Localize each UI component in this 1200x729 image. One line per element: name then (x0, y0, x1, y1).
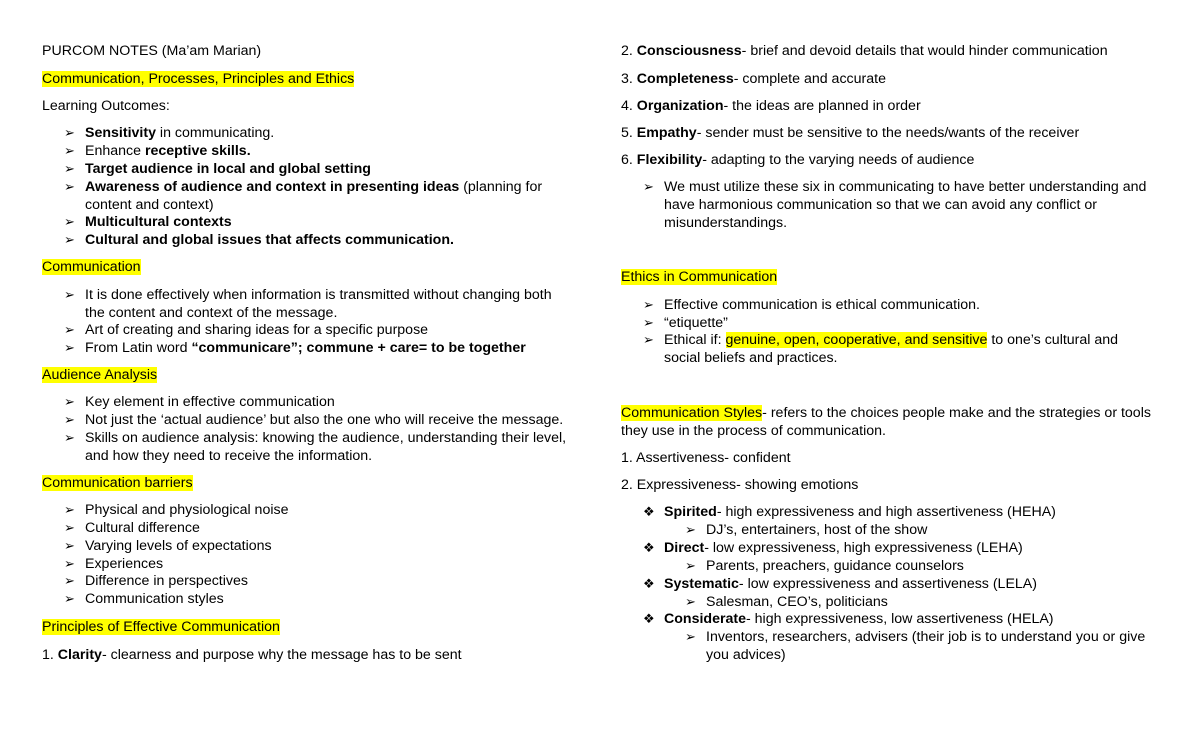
list-item-text: Communication styles (85, 591, 224, 607)
list-item-text: Key element in effective communication (85, 394, 335, 410)
list-item-text: Varying levels of expectations (85, 538, 272, 554)
list-item-text: Sensitivity in communicating. (85, 125, 275, 141)
list-item-text: Enhance receptive skills. (85, 143, 251, 159)
arrow-bullet-icon: ➢ (64, 591, 75, 606)
doc-title: PURCOM NOTES (Ma’am Marian) (42, 43, 262, 59)
arrow-bullet-icon: ➢ (64, 556, 75, 571)
style-item: Direct- low expressiveness, high expressiveness (LEHA) (664, 540, 1023, 556)
principle-item: 6. Flexibility- adapting to the varying needs of audience (621, 152, 975, 168)
arrow-bullet-icon: ➢ (64, 322, 75, 337)
list-item-text: Physical and physiological noise (85, 502, 289, 518)
list-item-text: “etiquette” (664, 315, 728, 331)
arrow-bullet-icon: ➢ (64, 287, 75, 302)
arrow-bullet-icon: ➢ (64, 232, 75, 247)
list-item-text: Cultural difference (85, 520, 200, 536)
list-item-text: Cultural and global issues that affects communication. (85, 232, 454, 248)
list-item-text: Difference in perspectives (85, 573, 248, 589)
list-item-text: Skills on audience analysis: knowing the audience, understanding their level, (85, 430, 567, 446)
arrow-bullet-icon: ➢ (64, 214, 75, 229)
style-sub-item: Inventors, researchers, advisers (their job is to understand you or give (706, 629, 1146, 645)
list-item-text-cont: social beliefs and practices. (664, 350, 838, 366)
diamond-bullet-icon: ❖ (643, 576, 655, 591)
arrow-bullet-icon: ➢ (64, 573, 75, 588)
arrow-bullet-icon: ➢ (685, 594, 696, 609)
list-item-text: Awareness of audience and context in presenting ideas (planning for (85, 179, 543, 195)
arrow-bullet-icon: ➢ (64, 538, 75, 553)
style-item: Spirited- high expressiveness and high assertiveness (HEHA) (664, 504, 1056, 520)
list-item-text-cont: and how they need to receive the information. (85, 448, 373, 464)
style-dimension: 2. Expressiveness- showing emotions (621, 477, 859, 493)
arrow-bullet-icon: ➢ (64, 161, 75, 176)
list-item-text: Ethical if: genuine, open, cooperative, and sensitive to one’s cultural and (664, 332, 1119, 348)
style-dimension: 1. Assertiveness- confident (621, 450, 791, 466)
arrow-bullet-icon: ➢ (685, 522, 696, 537)
styles-intro: Communication Styles- refers to the choices people make and the strategies or tools (621, 405, 1151, 421)
style-item: Considerate- high expressiveness, low assertiveness (HELA) (664, 611, 1054, 627)
principle-item: 4. Organization- the ideas are planned in order (621, 98, 921, 114)
highlighted-text: genuine, open, cooperative, and sensitive (725, 332, 988, 348)
list-item-text: Experiences (85, 556, 164, 572)
arrow-bullet-icon: ➢ (64, 143, 75, 158)
list-item-text-cont: the content and context of the message. (85, 305, 338, 321)
list-item-text: From Latin word “communicare”; commune + care= to be together (85, 340, 526, 356)
arrow-bullet-icon: ➢ (64, 340, 75, 355)
arrow-bullet-icon: ➢ (643, 297, 654, 312)
heading-principles: Principles of Effective Communication (42, 619, 280, 635)
principle-item: 3. Completeness- complete and accurate (621, 71, 886, 87)
styles-intro-cont: they use in the process of communication. (621, 423, 886, 439)
list-item-text: Not just the ‘actual audience’ but also the one who will receive the message. (85, 412, 564, 428)
style-sub-item: Parents, preachers, guidance counselors (706, 558, 964, 574)
arrow-bullet-icon: ➢ (643, 179, 654, 194)
style-sub-item: DJ’s, entertainers, host of the show (706, 522, 928, 538)
principle-item: 2. Consciousness- brief and devoid details that would hinder communication (621, 43, 1108, 59)
diamond-bullet-icon: ❖ (643, 504, 655, 519)
list-item-text: We must utilize these six in communicating to have better understanding and (664, 179, 1147, 195)
arrow-bullet-icon: ➢ (685, 558, 696, 573)
diamond-bullet-icon: ❖ (643, 611, 655, 626)
heading-audience-analysis: Audience Analysis (42, 367, 158, 383)
learning-outcomes-label: Learning Outcomes: (42, 98, 170, 114)
heading-main: Communication, Processes, Principles and Ethics (42, 71, 355, 87)
arrow-bullet-icon: ➢ (64, 394, 75, 409)
arrow-bullet-icon: ➢ (64, 430, 75, 445)
heading-ethics: Ethics in Communication (621, 269, 778, 285)
style-item: Systematic- low expressiveness and assertiveness (LELA) (664, 576, 1037, 592)
list-item-text: Multicultural contexts (85, 214, 232, 230)
style-sub-item-cont: you advices) (706, 647, 786, 663)
list-item-text: Target audience in local and global setting (85, 161, 371, 177)
arrow-bullet-icon: ➢ (643, 332, 654, 347)
arrow-bullet-icon: ➢ (685, 629, 696, 644)
list-item-text: It is done effectively when information is transmitted without changing both (85, 287, 552, 303)
heading-communication: Communication (42, 259, 141, 275)
arrow-bullet-icon: ➢ (64, 125, 75, 140)
arrow-bullet-icon: ➢ (64, 520, 75, 535)
arrow-bullet-icon: ➢ (64, 502, 75, 517)
heading-communication-barriers: Communication barriers (42, 475, 193, 491)
list-item-text-cont: content and context) (85, 197, 214, 213)
principle-item: 5. Empathy- sender must be sensitive to the needs/wants of the receiver (621, 125, 1080, 141)
style-sub-item: Salesman, CEO’s, politicians (706, 594, 888, 610)
list-item-text-cont: have harmonious communication so that we can avoid any conflict or (664, 197, 1097, 213)
principle-item: 1. Clarity- clearness and purpose why the message has to be sent (42, 647, 462, 663)
diamond-bullet-icon: ❖ (643, 540, 655, 555)
list-item-text-cont: misunderstandings. (664, 215, 788, 231)
list-item-text: Art of creating and sharing ideas for a specific purpose (85, 322, 429, 338)
arrow-bullet-icon: ➢ (643, 315, 654, 330)
arrow-bullet-icon: ➢ (64, 179, 75, 194)
heading-communication-styles: Communication Styles (621, 405, 763, 421)
list-item-text: Effective communication is ethical communication. (664, 297, 980, 313)
arrow-bullet-icon: ➢ (64, 412, 75, 427)
